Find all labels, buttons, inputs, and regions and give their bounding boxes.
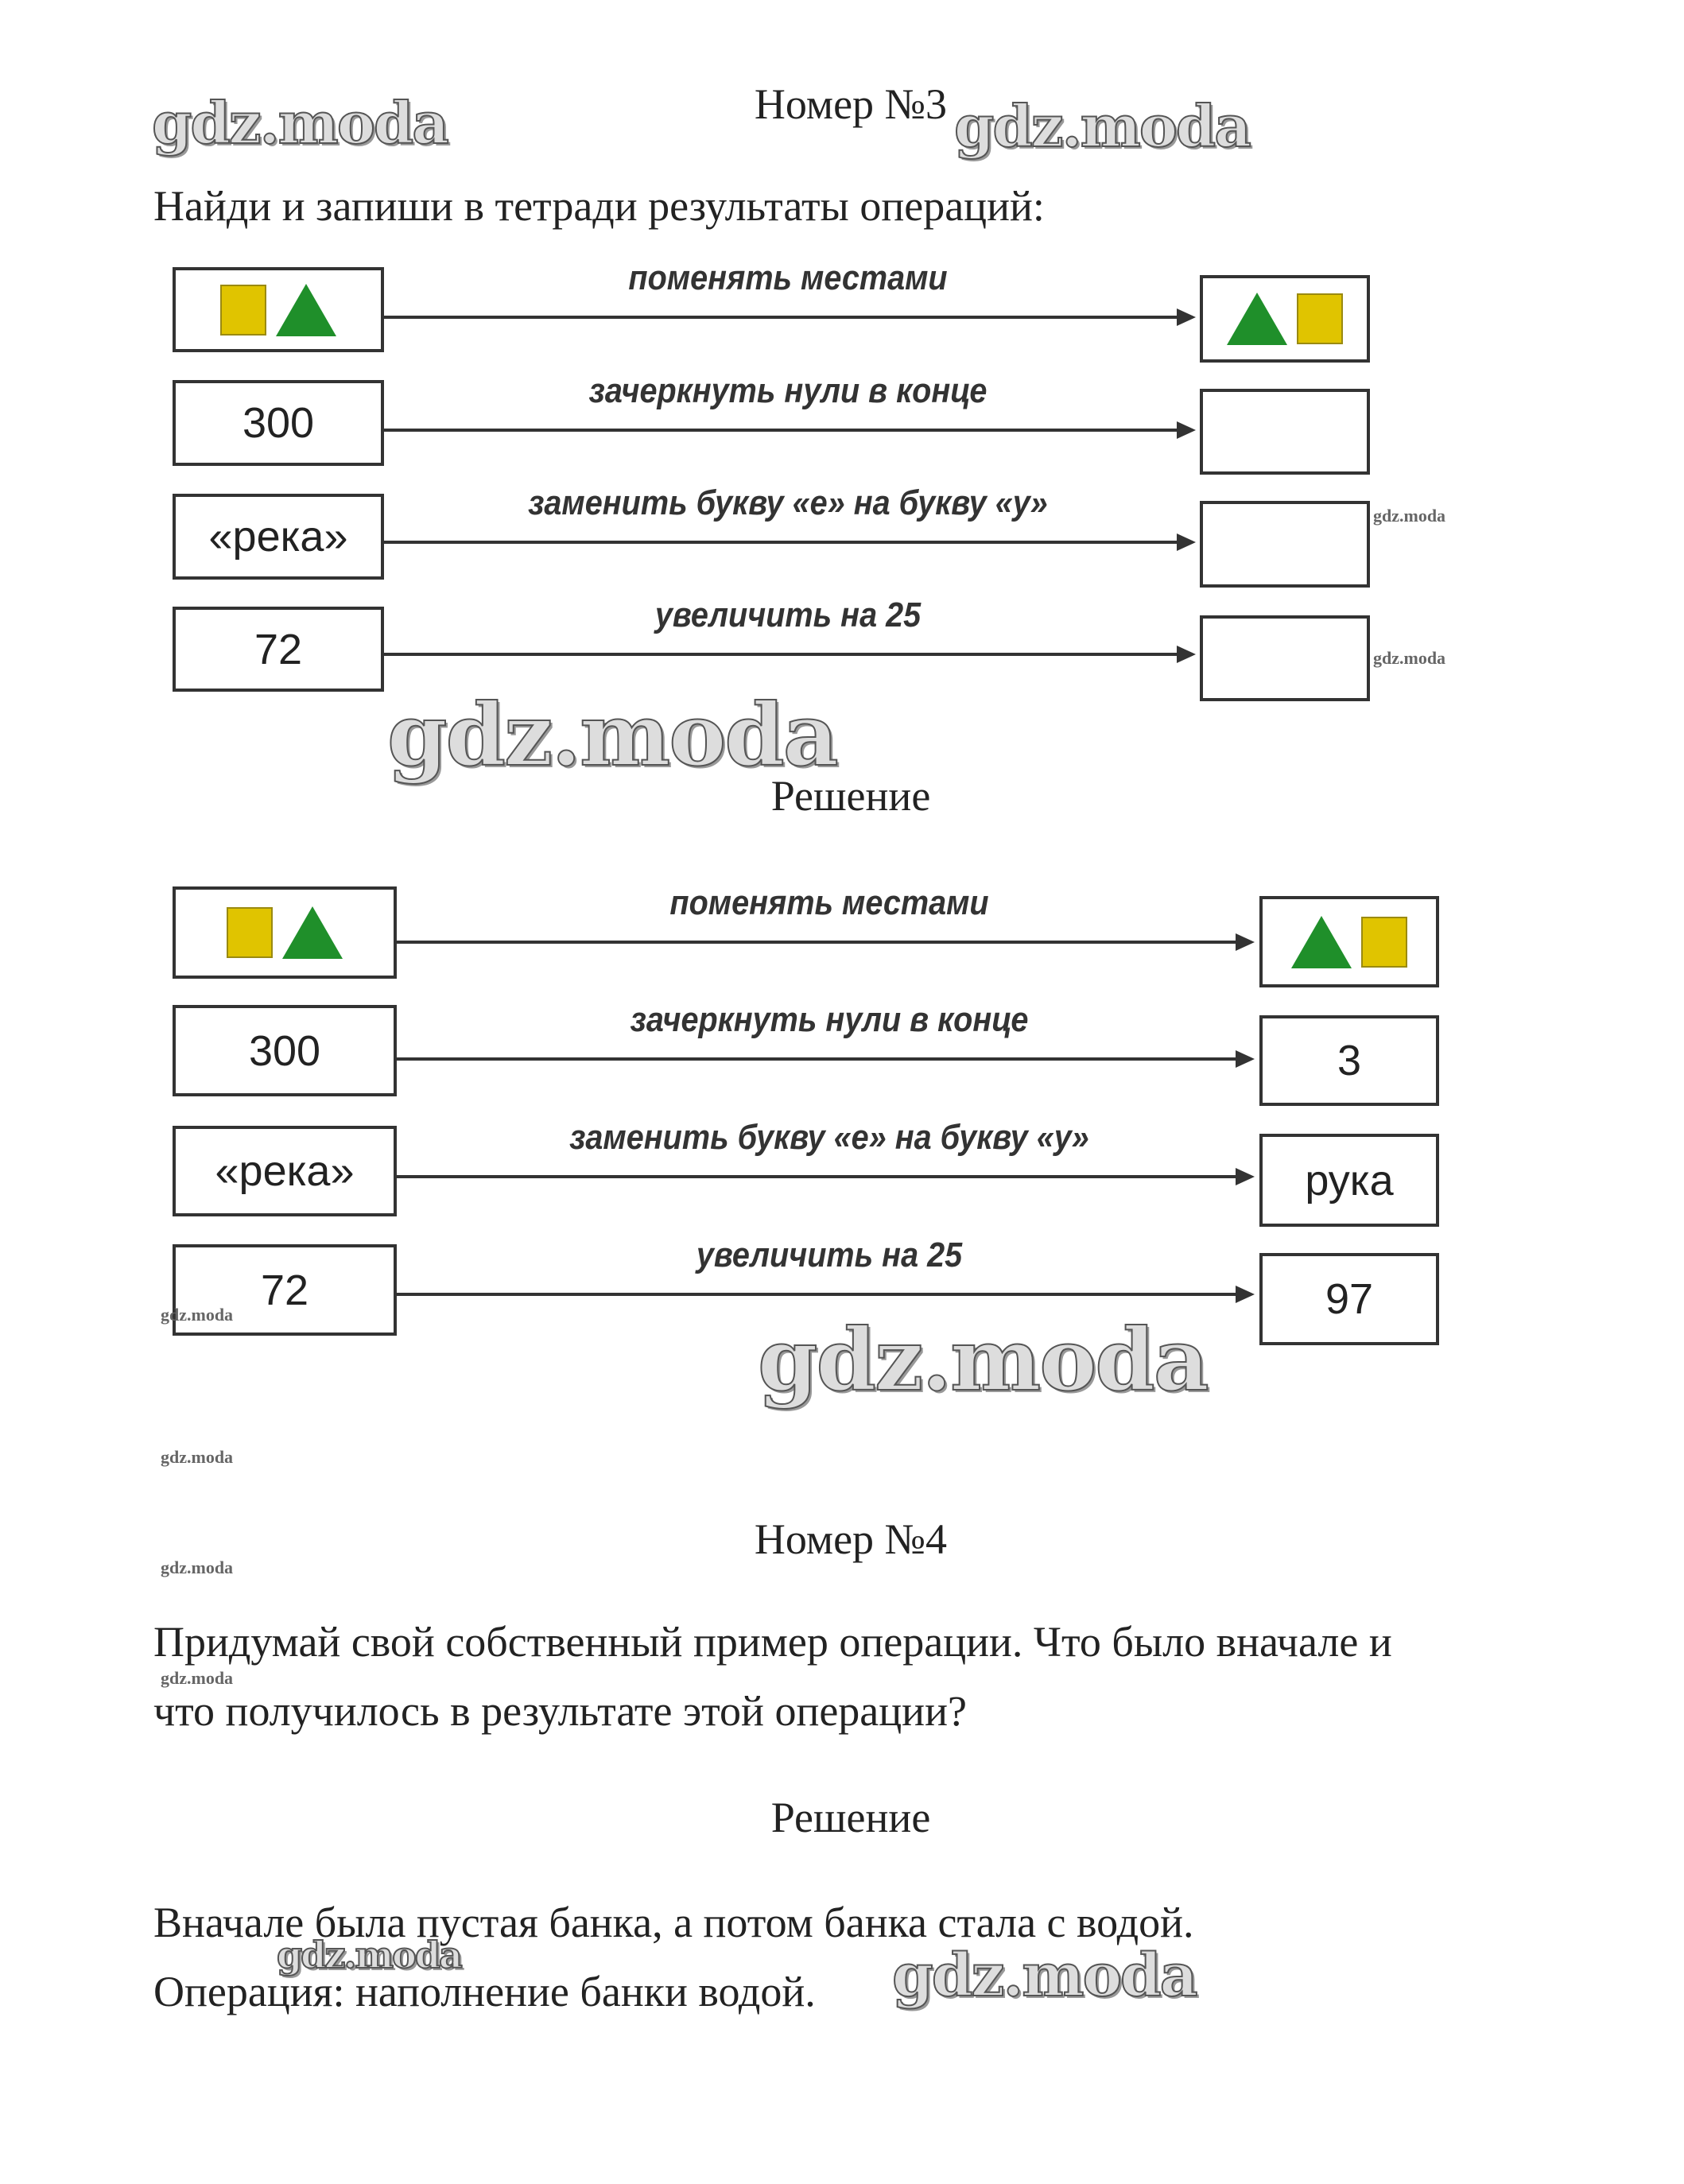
operation-label: увеличить на 25 [654, 595, 922, 634]
watermark-small: gdz.moda [1373, 506, 1446, 526]
task4-answer-line2: Операция: наполнение банки водой. [153, 1968, 816, 2015]
watermark-logo: gdz.moda [758, 1310, 1208, 1410]
operation-label: заменить букву «е» на букву «у» [569, 1118, 1089, 1157]
square-icon [1361, 917, 1407, 968]
output-box [1259, 1134, 1439, 1227]
square-icon [220, 285, 266, 336]
output-box [1259, 1253, 1439, 1345]
operation-label: увеличить на 25 [696, 1236, 963, 1274]
input-value: «река» [208, 513, 348, 561]
operation-label: поменять местами [628, 258, 948, 297]
output-value: рука [1305, 1156, 1394, 1204]
arrow [397, 941, 1251, 944]
arrow [397, 1057, 1251, 1061]
triangle-icon [276, 284, 336, 336]
input-value: 300 [242, 399, 315, 447]
arrow [397, 1293, 1251, 1296]
arrow [384, 316, 1193, 319]
watermark-small: gdz.moda [161, 1558, 234, 1577]
arrow [384, 541, 1193, 544]
input-box [173, 380, 384, 466]
input-value: 300 [248, 1026, 321, 1075]
task4-prompt-line2: что получилось в результате этой операции? [153, 1687, 967, 1735]
output-box [1200, 615, 1370, 701]
operation-label: зачеркнуть нули в конце [630, 1000, 1029, 1039]
input-box [173, 886, 397, 979]
input-value: 72 [254, 625, 303, 673]
arrow [397, 1175, 1251, 1178]
input-box [173, 267, 384, 352]
input-value: «река» [215, 1147, 355, 1195]
input-box [173, 494, 384, 580]
task4-solution-title: Решение [770, 1794, 931, 1841]
output-box [1259, 896, 1439, 987]
output-value: 3 [1337, 1037, 1362, 1084]
operation-label: зачеркнуть нули в конце [588, 371, 988, 410]
input-box [173, 607, 384, 692]
watermark-logo: gdz.moda [954, 92, 1250, 160]
triangle-icon [282, 906, 343, 959]
input-box [173, 1005, 397, 1096]
task3-solution-title: Решение [770, 772, 931, 820]
watermark-logo: gdz.moda [387, 685, 837, 786]
watermark-small: gdz.moda [161, 1668, 234, 1688]
watermark-small: gdz.moda [1373, 648, 1446, 668]
task4-answer-line1: Вначале была пустая банка, а потом банка стала с водой. [153, 1899, 1194, 1946]
task4-prompt-line1: Придумай свой собственный пример операции. Что было вначале и [153, 1618, 1392, 1666]
output-value: 97 [1325, 1275, 1374, 1323]
triangle-icon [1227, 293, 1287, 345]
arrow [384, 653, 1193, 656]
output-box [1200, 501, 1370, 588]
operation-label: поменять местами [669, 883, 989, 922]
operation-label: заменить букву «е» на букву «у» [528, 483, 1048, 522]
watermark-logo: gdz.moda [892, 1942, 1197, 2010]
input-box [173, 1126, 397, 1216]
output-box [1200, 275, 1370, 363]
watermark-small: gdz.moda [161, 1305, 234, 1325]
square-icon [227, 907, 273, 958]
task4-title: Номер №4 [754, 1515, 948, 1563]
watermark-logo: gdz.moda [277, 1934, 461, 1976]
input-value: 72 [260, 1266, 309, 1314]
triangle-icon [1291, 916, 1352, 968]
output-box [1200, 389, 1370, 475]
square-icon [1297, 293, 1343, 344]
arrow [384, 429, 1193, 432]
watermark-small: gdz.moda [161, 1447, 234, 1467]
output-box [1259, 1015, 1439, 1106]
task3-title: Номер №3 [754, 80, 948, 128]
watermark-logo: gdz.moda [152, 89, 448, 157]
task3-prompt: Найди и запиши в тетради результаты операций: [153, 182, 1045, 230]
